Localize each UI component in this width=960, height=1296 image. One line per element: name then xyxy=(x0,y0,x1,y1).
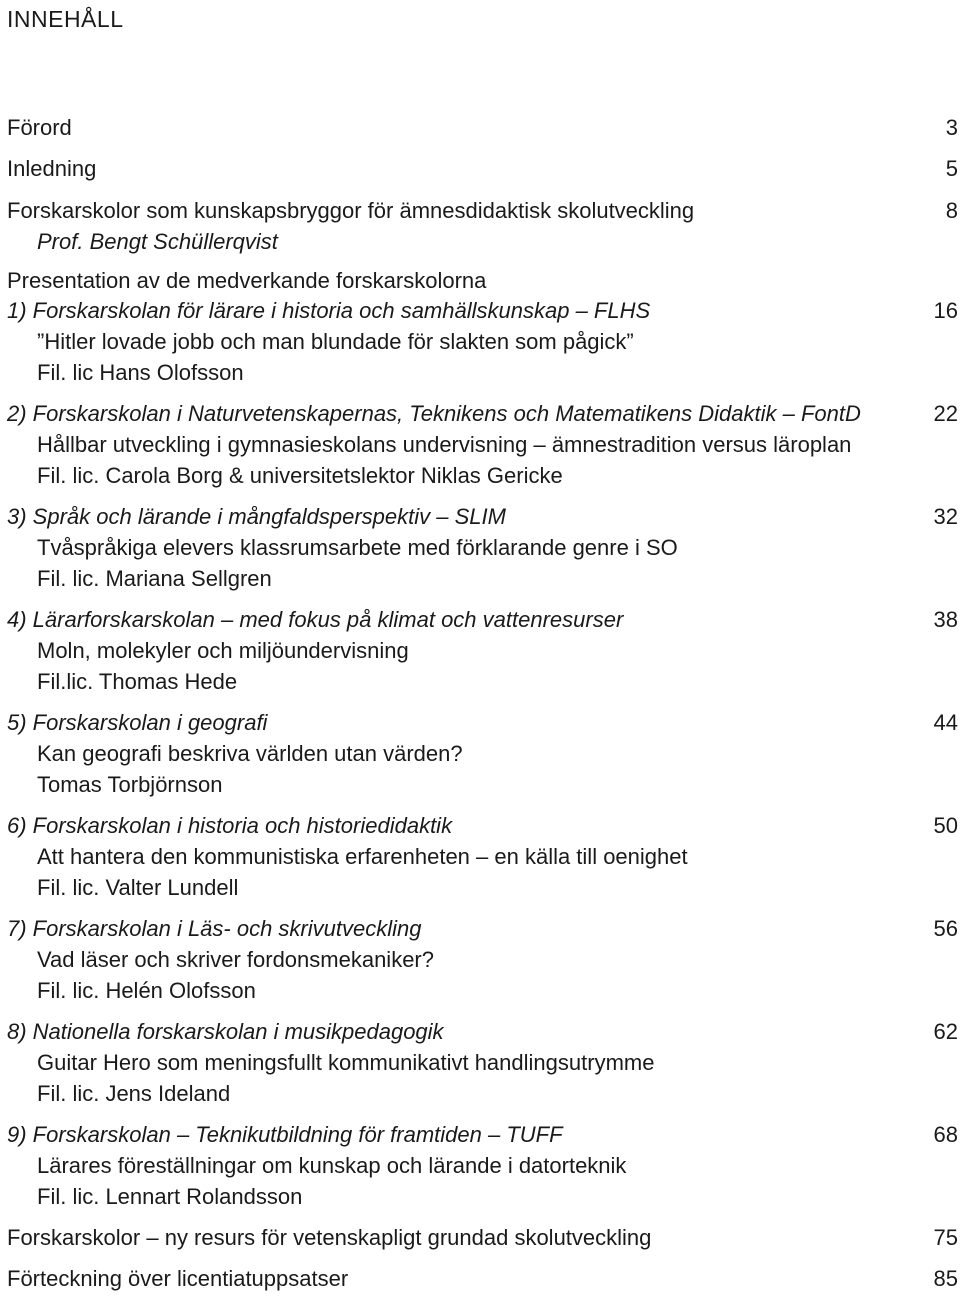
toc-author-1: Fil. lic Hans Olofsson xyxy=(37,360,244,385)
toc-subtitle-7: Vad läser och skriver fordonsmekaniker? xyxy=(37,947,434,972)
toc-subtitle-5: Kan geografi beskriva världen utan värden? xyxy=(37,741,463,766)
toc-page-7: 56 xyxy=(933,916,958,941)
toc-section-heading: Presentation av de medverkande forskarskolorna xyxy=(7,268,487,293)
toc-author-5: Tomas Torbjörnson xyxy=(37,772,223,797)
toc-school-title-4: 4) Lärarforskarskolan – med fokus på klimat och vattenresurser xyxy=(7,607,624,632)
toc-author-3: Fil. lic. Mariana Sellgren xyxy=(37,566,272,591)
toc-subtitle-6: Att hantera den kommunistiska erfarenheten – en källa till oenighet xyxy=(37,844,688,869)
toc-title-chapter: Forskarskolor som kunskapsbryggor för ämnesdidaktisk skolutveckling xyxy=(7,198,695,223)
toc-page-8: 62 xyxy=(933,1019,958,1044)
toc-school-title-3: 3) Språk och lärande i mångfaldsperspektiv – SLIM xyxy=(7,504,506,529)
toc-page-new-resource: 75 xyxy=(933,1225,958,1250)
toc-author-8: Fil. lic. Jens Ideland xyxy=(37,1081,231,1106)
toc-subtitle-1: ”Hitler lovade jobb och man blundade för slakten som pågick” xyxy=(37,329,634,354)
toc-school-title-7: 7) Forskarskolan i Läs- och skrivutveckling xyxy=(7,916,422,941)
toc-page-1: 16 xyxy=(933,298,958,323)
toc-page-2: 22 xyxy=(933,401,958,426)
toc-title-foreword: Förord xyxy=(7,115,72,140)
toc-page-3: 32 xyxy=(933,504,958,529)
toc-school-title-9: 9) Forskarskolan – Teknikutbildning för framtiden – TUFF xyxy=(7,1122,563,1147)
toc-title-new-resource: Forskarskolor – ny resurs för vetenskapligt grundad skolutveckling xyxy=(7,1225,652,1250)
toc-subtitle-3: Tvåspråkiga elevers klassrumsarbete med förklarande genre i SO xyxy=(37,535,678,560)
toc-subtitle-2: Hållbar utveckling i gymnasieskolans undervisning – ämnestradition versus läroplan xyxy=(37,432,852,457)
toc-page-6: 50 xyxy=(933,813,958,838)
toc-page-foreword: 3 xyxy=(945,115,958,140)
toc-subtitle-9: Lärares föreställningar om kunskap och lärande i datorteknik xyxy=(37,1153,627,1178)
toc-title-introduction: Inledning xyxy=(7,156,97,181)
toc-author-6: Fil. lic. Valter Lundell xyxy=(37,875,239,900)
toc-page-chapter: 8 xyxy=(945,198,958,223)
toc-school-title-5: 5) Forskarskolan i geografi xyxy=(7,710,268,735)
toc-school-title-2: 2) Forskarskolan i Naturvetenskapernas, Teknikens och Matematikens Didaktik – FontD xyxy=(7,401,861,426)
toc-page-thesis-list: 85 xyxy=(933,1266,958,1291)
toc-author: Prof. Bengt Schüllerqvist xyxy=(37,229,278,254)
toc-school-title-6: 6) Forskarskolan i historia och historiedidaktik xyxy=(7,813,453,838)
toc-school-title-1: 1) Forskarskolan för lärare i historia och samhällskunskap – FLHS xyxy=(7,298,651,323)
toc-author-9: Fil. lic. Lennart Rolandsson xyxy=(37,1184,303,1209)
toc-subtitle-8: Guitar Hero som meningsfullt kommunikativt handlingsutrymme xyxy=(37,1050,655,1075)
toc-page-9: 68 xyxy=(933,1122,958,1147)
toc-school-title-8: 8) Nationella forskarskolan i musikpedagogik xyxy=(7,1019,444,1044)
toc-subtitle-4: Moln, molekyler och miljöundervisning xyxy=(37,638,409,663)
toc-title-thesis-list: Förteckning över licentiatuppsatser xyxy=(7,1266,349,1291)
toc-author-4: Fil.lic. Thomas Hede xyxy=(37,669,238,694)
toc-page-4: 38 xyxy=(933,607,958,632)
toc-page-5: 44 xyxy=(933,710,958,735)
toc-author-7: Fil. lic. Helén Olofsson xyxy=(37,978,256,1003)
toc-author-2: Fil. lic. Carola Borg & universitetslektor Niklas Gericke xyxy=(37,463,563,488)
page-heading: INNEHÅLL xyxy=(7,6,124,32)
toc-page-introduction: 5 xyxy=(945,156,958,181)
